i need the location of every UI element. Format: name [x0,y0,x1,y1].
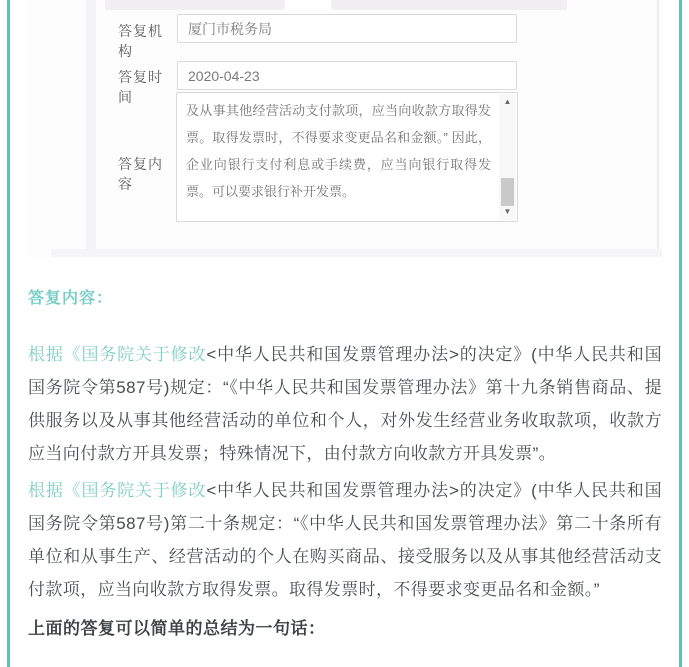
scroll-up-icon[interactable]: ▲ [503,97,512,106]
page-accent-border-right [679,0,682,667]
scroll-down-icon[interactable]: ▼ [503,207,512,216]
section-heading-reply-content: 答复内容： [28,290,114,307]
screenshot-bottom-edge [51,249,662,257]
decree-link[interactable]: 根据《国务院关于修改 [28,345,207,364]
screenshot-left-edge [86,0,96,250]
reply-date-input[interactable] [177,61,517,90]
screenshot-right-edge [657,0,659,250]
reply-content-textarea[interactable] [176,92,518,222]
scrollbar-thumb[interactable] [501,178,514,206]
paragraph-text: <中华人民共和国发票管理办法>的决定》(中华人民共和国国务院令第587号)第二十条规定：“《中华人民共和国发票管理办法》第二十条所有单位和从事生产、经营活动的个人在购买商品、接受服务以及从事其他经营活动支付款项，应当向收款方取得发票。取得发票时，不得要求变更品名和金额。” [28,481,662,599]
reply-date-label: 答复时间 [118,69,163,105]
screenshot-top-edge [105,0,567,10]
page-accent-border-left [7,0,10,667]
reply-content-text: 及从事其他经营活动支付款项，应当向收款方取得发票。取得发票时，不得要求变更品名和金额。” 因此，企业向银行支付利息或手续费，应当向银行取得发票。可以要求银行补开发票。 [186,103,491,199]
paragraph-regulation-19 [28,338,662,470]
decree-link[interactable]: 根据《国务院关于修改 [28,481,207,500]
screenshot-top-edge-gap [285,0,331,10]
reply-agency-label: 答复机构 [118,23,163,59]
reply-agency-input[interactable] [177,14,517,43]
textarea-scrollbar[interactable] [499,94,516,220]
reply-content-label: 答复内容 [118,156,163,192]
summary-lead-text: 上面的答复可以简单的总结为一句话： [28,619,326,638]
reply-form-screenshot [27,0,662,257]
paragraph-text: <中华人民共和国发票管理办法>的决定》(中华人民共和国国务院令第587号)规定：“《中华人民共和国发票管理办法》第十九条销售商品、提供服务以及从事其他经营活动的单位和个人，对外发生经营业务收取款项，收款方应当向付款方开具发票；特殊情况下，由付款方向收款方开具发票”。 [28,345,662,463]
paragraph-regulation-20 [28,474,662,606]
